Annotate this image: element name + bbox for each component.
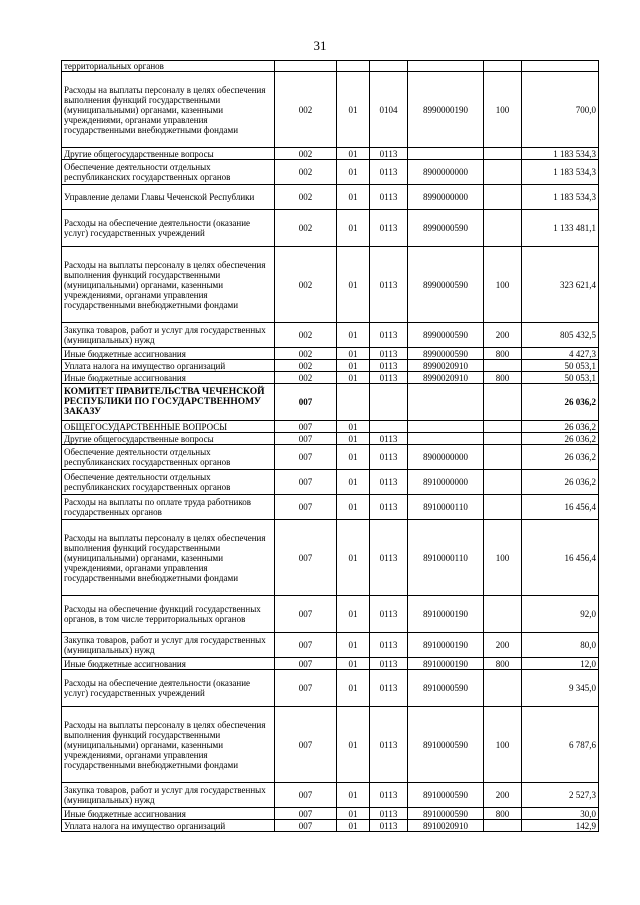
row-sum: 26 036,2 [522,421,599,433]
row-name: Иные бюджетные ассигнования [62,348,275,360]
table-row [62,360,599,372]
row-csr: 8910000000 [408,470,484,495]
row-ved [275,61,337,72]
row-rz: 01 [337,445,370,470]
row-ved: 007 [275,670,337,707]
row-pr: 0113 [370,372,408,384]
row-vr [484,433,522,445]
row-rz: 01 [337,820,370,832]
table-row [62,820,599,832]
row-ved: 007 [275,820,337,832]
row-ved: 002 [275,72,337,148]
budget-table [61,60,599,832]
row-vr [484,670,522,707]
row-pr: 0113 [370,495,408,520]
row-pr: 0113 [370,658,408,670]
table-row [62,707,599,783]
row-vr [484,384,522,421]
table-row [62,495,599,520]
row-sum: 26 036,2 [522,445,599,470]
row-pr [370,421,408,433]
row-ved: 007 [275,520,337,596]
row-name: Расходы на выплаты персоналу в целях обеспечения выполнения функций государственными (муниципальными) органами, казенными учреждениями, органами управления государственными внебюджетными фондами [62,520,275,596]
row-vr [484,360,522,372]
row-name: Расходы на выплаты по оплате труда работников государственных органов [62,495,275,520]
row-pr: 0113 [370,247,408,323]
row-pr: 0113 [370,520,408,596]
row-rz: 01 [337,808,370,820]
row-csr: 8910000190 [408,633,484,658]
table-row [62,210,599,247]
row-sum: 1 183 534,3 [522,185,599,210]
row-pr: 0113 [370,808,408,820]
table-row [62,433,599,445]
row-csr: 8900000000 [408,160,484,185]
row-vr [484,148,522,160]
row-pr: 0113 [370,633,408,658]
table-row [62,148,599,160]
row-name: Уплата налога на имущество организаций [62,820,275,832]
row-rz: 01 [337,160,370,185]
row-name: Обеспечение деятельности отдельных республиканских государственных органов [62,470,275,495]
row-name: Закупка товаров, работ и услуг для государственных (муниципальных) нужд [62,323,275,348]
table-row [62,520,599,596]
row-csr: 8910000590 [408,783,484,808]
row-rz: 01 [337,633,370,658]
row-rz: 01 [337,495,370,520]
table-row [62,348,599,360]
row-name: Обеспечение деятельности отдельных республиканских государственных органов [62,445,275,470]
row-csr: 8990020910 [408,372,484,384]
row-ved: 002 [275,323,337,348]
row-csr: 8910000110 [408,495,484,520]
row-csr: 8910020910 [408,820,484,832]
row-csr: 8910000110 [408,520,484,596]
row-sum: 50 053,1 [522,372,599,384]
row-ved: 007 [275,633,337,658]
table-row [62,470,599,495]
row-name: Иные бюджетные ассигнования [62,808,275,820]
row-rz: 01 [337,348,370,360]
row-vr: 200 [484,633,522,658]
page-number: 31 [313,38,327,53]
row-csr: 8990000590 [408,348,484,360]
row-ved: 007 [275,658,337,670]
row-pr: 0113 [370,707,408,783]
row-csr [408,384,484,421]
row-sum: 16 456,4 [522,520,599,596]
row-pr: 0113 [370,210,408,247]
row-pr: 0113 [370,148,408,160]
row-csr [408,433,484,445]
row-ved: 007 [275,783,337,808]
row-name: Расходы на обеспечение деятельности (оказание услуг) государственных учреждений [62,670,275,707]
row-pr: 0113 [370,160,408,185]
table-row [62,783,599,808]
row-vr: 200 [484,783,522,808]
table-row [62,185,599,210]
table-row [62,323,599,348]
row-pr [370,61,408,72]
row-rz: 01 [337,707,370,783]
row-name: Закупка товаров, работ и услуг для государственных (муниципальных) нужд [62,783,275,808]
row-vr: 800 [484,658,522,670]
row-sum: 16 456,4 [522,495,599,520]
row-name: Расходы на выплаты персоналу в целях обеспечения выполнения функций государственными (муниципальными) органами, казенными учреждениями, органами управления государственными внебюджетными фондами [62,247,275,323]
row-rz: 01 [337,433,370,445]
table-row [62,633,599,658]
row-ved: 007 [275,495,337,520]
row-sum: 26 036,2 [522,433,599,445]
row-rz: 01 [337,372,370,384]
row-sum: 1 183 534,3 [522,160,599,185]
row-name: Уплата налога на имущество организаций [62,360,275,372]
row-name: ОБЩЕГОСУДАРСТВЕННЫЕ ВОПРОСЫ [62,421,275,433]
row-vr [484,596,522,633]
row-rz: 01 [337,72,370,148]
row-vr: 800 [484,348,522,360]
row-csr [408,148,484,160]
row-vr: 100 [484,72,522,148]
row-sum: 9 345,0 [522,670,599,707]
table-row [62,670,599,707]
row-vr [484,61,522,72]
row-pr: 0113 [370,323,408,348]
row-rz: 01 [337,421,370,433]
row-vr [484,495,522,520]
row-csr: 8910000190 [408,596,484,633]
row-vr [484,470,522,495]
row-rz: 01 [337,323,370,348]
row-vr: 800 [484,372,522,384]
row-name: территориальных органов [62,61,275,72]
row-name: Иные бюджетные ассигнования [62,658,275,670]
row-name: Расходы на выплаты персоналу в целях обеспечения выполнения функций государственными (муниципальными) органами, казенными учреждениями, органами управления государственными внебюджетными фондами [62,72,275,148]
table-row [62,658,599,670]
row-ved: 007 [275,596,337,633]
row-sum: 80,0 [522,633,599,658]
row-ved: 007 [275,445,337,470]
row-csr: 8990020910 [408,360,484,372]
row-csr: 8990000590 [408,247,484,323]
row-csr: 8910000190 [408,658,484,670]
row-rz: 01 [337,596,370,633]
row-vr [484,210,522,247]
table-row [62,372,599,384]
table-row [62,445,599,470]
row-pr: 0113 [370,360,408,372]
row-vr [484,820,522,832]
row-vr: 800 [484,808,522,820]
table-row [62,160,599,185]
row-rz: 01 [337,658,370,670]
row-csr: 8990000590 [408,323,484,348]
row-pr: 0113 [370,433,408,445]
row-ved: 007 [275,384,337,421]
row-csr: 8910000590 [408,670,484,707]
table-row [62,61,599,72]
row-ved: 002 [275,360,337,372]
row-sum: 2 527,3 [522,783,599,808]
row-vr: 100 [484,520,522,596]
row-sum: 12,0 [522,658,599,670]
row-ved: 007 [275,470,337,495]
row-vr [484,160,522,185]
row-rz: 01 [337,520,370,596]
row-rz: 01 [337,185,370,210]
row-ved: 002 [275,247,337,323]
row-rz: 01 [337,783,370,808]
row-pr: 0113 [370,445,408,470]
row-ved: 002 [275,148,337,160]
row-csr: 8910000590 [408,808,484,820]
row-ved: 002 [275,210,337,247]
row-sum: 30,0 [522,808,599,820]
row-rz: 01 [337,470,370,495]
row-pr: 0113 [370,348,408,360]
row-name: КОМИТЕТ ПРАВИТЕЛЬСТВА ЧЕЧЕНСКОЙ РЕСПУБЛИКИ ПО ГОСУДАРСТВЕННОМУ ЗАКАЗУ [62,384,275,421]
row-pr: 0113 [370,596,408,633]
row-vr [484,421,522,433]
row-vr: 200 [484,323,522,348]
row-sum: 323 621,4 [522,247,599,323]
row-sum: 700,0 [522,72,599,148]
row-csr: 8910000590 [408,707,484,783]
row-sum: 6 787,6 [522,707,599,783]
row-pr: 0113 [370,670,408,707]
row-csr: 8990000000 [408,185,484,210]
row-csr: 8990000190 [408,72,484,148]
row-ved: 002 [275,185,337,210]
row-sum: 142,9 [522,820,599,832]
table-row [62,808,599,820]
row-vr [484,185,522,210]
row-ved: 007 [275,433,337,445]
row-vr [484,445,522,470]
row-pr: 0113 [370,783,408,808]
row-pr: 0104 [370,72,408,148]
row-sum: 50 053,1 [522,360,599,372]
row-csr [408,421,484,433]
row-rz [337,61,370,72]
row-rz: 01 [337,670,370,707]
row-name: Другие общегосударственные вопросы [62,433,275,445]
row-name: Расходы на выплаты персоналу в целях обеспечения выполнения функций государственными (муниципальными) органами, казенными учреждениями, органами управления государственными внебюджетными фондами [62,707,275,783]
table-row [62,384,599,421]
row-ved: 007 [275,808,337,820]
row-name: Закупка товаров, работ и услуг для государственных (муниципальных) нужд [62,633,275,658]
row-sum: 26 036,2 [522,470,599,495]
row-csr: 8900000000 [408,445,484,470]
row-ved: 002 [275,348,337,360]
table-row [62,247,599,323]
row-pr: 0113 [370,820,408,832]
row-vr: 100 [484,707,522,783]
row-pr: 0113 [370,185,408,210]
row-vr: 100 [484,247,522,323]
row-name: Обеспечение деятельности отдельных республиканских государственных органов [62,160,275,185]
row-sum: 26 036,2 [522,384,599,421]
row-rz: 01 [337,210,370,247]
table-row [62,596,599,633]
row-sum: 1 133 481,1 [522,210,599,247]
row-pr [370,384,408,421]
row-csr [408,61,484,72]
row-ved: 007 [275,707,337,783]
row-name: Другие общегосударственные вопросы [62,148,275,160]
row-ved: 007 [275,421,337,433]
row-sum: 4 427,3 [522,348,599,360]
row-name: Иные бюджетные ассигнования [62,372,275,384]
row-ved: 002 [275,160,337,185]
row-csr: 8990000590 [408,210,484,247]
row-rz: 01 [337,148,370,160]
row-sum [522,61,599,72]
row-sum: 92,0 [522,596,599,633]
row-name: Расходы на обеспечение деятельности (оказание услуг) государственных учреждений [62,210,275,247]
row-name: Управление делами Главы Чеченской Республики [62,185,275,210]
row-pr: 0113 [370,470,408,495]
row-rz: 01 [337,360,370,372]
table-row [62,421,599,433]
row-name: Расходы на обеспечение функций государственных органов, в том числе территориальных органов [62,596,275,633]
row-rz [337,384,370,421]
row-ved: 002 [275,372,337,384]
row-sum: 1 183 534,3 [522,148,599,160]
table-row [62,72,599,148]
row-sum: 805 432,5 [522,323,599,348]
row-rz: 01 [337,247,370,323]
